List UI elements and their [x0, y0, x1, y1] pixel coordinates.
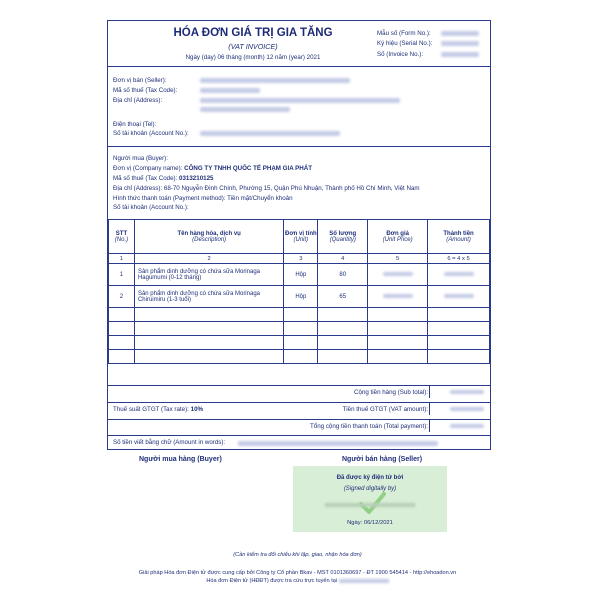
- buyer-payment-label: Hình thức thanh toán (Payment method):: [113, 195, 226, 202]
- items-table: [108, 219, 490, 364]
- vat-rate-value: 10%: [190, 406, 204, 413]
- row-amount: [428, 286, 490, 308]
- row-desc: Sản phẩm dinh dưỡng có chứa sữa Morinaga Chiruimiru (1-3 tuổi): [134, 286, 283, 308]
- col-header-price: [368, 220, 428, 254]
- col-header-sub: (Quantity): [329, 236, 356, 243]
- buyer-section: [108, 147, 490, 211]
- buyer-company-label: Đơn vị (Company name):: [113, 165, 183, 172]
- lookup-text: Hóa đơn Điện tử (HĐĐT) được tra cứu trực tuyến tại: [206, 578, 338, 584]
- digital-signature-stamp: [293, 466, 447, 532]
- col-header-sub: (Unit Price): [382, 236, 413, 243]
- col-header-qty: [318, 220, 368, 254]
- buyer-label: Người mua (Buyer):: [113, 155, 168, 162]
- col-number: 5: [368, 254, 428, 264]
- table-row: [109, 264, 490, 286]
- seller-account-label: Số tài khoản (Account No.):: [113, 130, 189, 137]
- lookup-note: [0, 578, 595, 584]
- seller-name-redacted: [200, 78, 350, 83]
- words-redacted: [238, 441, 438, 446]
- form-no-label: Mẫu số (Form No.):: [377, 29, 431, 37]
- serial-no-redacted: [441, 41, 479, 46]
- invoice-meta: [377, 28, 489, 60]
- signed-by: Đã được ký điện tử bởi: [336, 475, 404, 481]
- column-number-row: [109, 254, 490, 264]
- vat-rate: [113, 406, 203, 413]
- check-note: (Cần kiểm tra đối chiếu khi lập, giao, nhận hóa đơn): [233, 552, 362, 558]
- buyer-payment-value: Tiền mặt/Chuyển khoản: [227, 195, 293, 202]
- subtotal-value-box: [429, 385, 490, 398]
- price-redacted: [383, 294, 413, 298]
- row-unit: Hộp: [284, 286, 318, 308]
- buyer-address-value: 68-70 Nguyễn Đình Chính, Phường 15, Quận Phú Nhuận, Thành phố Hồ Chí Minh, Việt Nam: [163, 185, 420, 192]
- invoice-no-label: Số (Invoice No.):: [377, 50, 424, 58]
- col-header-desc: [134, 220, 283, 254]
- col-header-main: Đơn giá: [386, 230, 409, 237]
- signed-by-en: (Signed digitally by): [343, 486, 397, 492]
- vat-row: [108, 402, 490, 415]
- row-amount: [428, 264, 490, 286]
- seller-tax-redacted: [200, 88, 260, 93]
- seller-address-label: Địa chỉ (Address):: [113, 97, 163, 104]
- invoice-header: [108, 21, 490, 67]
- vat-amount-label: Tiền thuế GTGT (VAT amount):: [342, 406, 428, 413]
- seller-account-redacted: [200, 131, 340, 136]
- row-desc: Sản phẩm dinh dưỡng có chứa sữa Morinaga Hagumumi (0-12 tháng): [134, 264, 283, 286]
- col-header-main: STT: [115, 230, 128, 237]
- words-row: [108, 435, 490, 450]
- seller-address-redacted: [200, 98, 400, 103]
- provider-note: Giải pháp Hóa đơn Điện tử được cung cấp bởi Công ty Cổ phần Bkav - MST 0101360697 - ĐT 1900 545414 - http://ehoadon.vn: [138, 570, 457, 576]
- table-row-empty: [109, 322, 490, 336]
- form-no-redacted: [441, 31, 479, 36]
- lookup-url-redacted: [339, 579, 389, 583]
- subtotal-label: Cộng tiền hàng (Sub total):: [354, 389, 428, 396]
- buyer-address-label: Địa chỉ (Address):: [113, 185, 163, 192]
- row-no: 2: [109, 286, 135, 308]
- vat-amount-value-box: [429, 402, 490, 415]
- total-label: Tổng cộng tiền thanh toán (Total payment):: [310, 423, 428, 430]
- total-redacted: [450, 424, 484, 428]
- buyer-company-value: CÔNG TY TNHH QUỐC TẾ PHẠM GIA PHÁT: [184, 165, 313, 172]
- buyer-account-label: Số tài khoản (Account No.):: [113, 204, 189, 211]
- row-price: [368, 264, 428, 286]
- buyer-tax-label: Mã số thuế (Tax Code):: [113, 175, 178, 182]
- subtotal-redacted: [450, 390, 484, 394]
- buyer-address: [113, 185, 420, 192]
- row-unit: Hộp: [284, 264, 318, 286]
- table-header-row: [109, 220, 490, 254]
- buyer-signature-label: Người mua hàng (Buyer): [139, 456, 222, 463]
- seller-signature-label: Người bán hàng (Seller): [342, 456, 423, 463]
- buyer-payment: [113, 195, 293, 202]
- row-price: [368, 286, 428, 308]
- col-header-main: Số lượng: [329, 230, 357, 237]
- seller-phone-label: Điện thoại (Tel):: [113, 121, 157, 128]
- buyer-tax-value: 0313210125: [179, 175, 214, 182]
- invoice-sheet: [107, 20, 491, 450]
- col-header-sub: (Description): [192, 236, 227, 243]
- amount-redacted: [444, 272, 474, 276]
- col-header-sub: (No.): [114, 236, 129, 243]
- col-header-amount: [428, 220, 490, 254]
- col-header-main: Đơn vị tính: [285, 230, 317, 237]
- seller-address-redacted-2: [200, 107, 290, 112]
- words-label: Số tiền viết bằng chữ (Amount in words):: [113, 439, 226, 446]
- invoice-subtitle: (VAT INVOICE): [228, 42, 278, 51]
- row-qty: 80: [318, 264, 368, 286]
- invoice-no-redacted: [441, 52, 479, 57]
- invoice-date: Ngày (day) 06 tháng (month) 12 năm (year) 2021: [185, 54, 321, 61]
- col-header-unit: [284, 220, 318, 254]
- col-header-sub: (Unit): [293, 236, 309, 243]
- col-number: 6 = 4 x 5: [428, 254, 490, 264]
- amount-redacted: [444, 294, 474, 298]
- invoice-title: HÓA ĐƠN GIÁ TRỊ GIA TĂNG: [173, 27, 333, 39]
- total-row: [108, 419, 490, 432]
- table-row-empty: [109, 350, 490, 364]
- table-row: [109, 286, 490, 308]
- seller-name-label: Đơn vị bán (Seller):: [113, 77, 167, 84]
- col-header-sub: (Amount): [446, 236, 471, 243]
- signature-section: [107, 452, 491, 542]
- seller-tax-label: Mã số thuế (Tax Code):: [113, 87, 178, 94]
- row-qty: 65: [318, 286, 368, 308]
- col-number: 1: [109, 254, 135, 264]
- subtotal-row: [108, 385, 490, 398]
- vat-rate-label: Thuế suất GTGT (Tax rate):: [113, 406, 189, 413]
- total-value-box: [429, 419, 490, 432]
- price-redacted: [383, 272, 413, 276]
- table-row-empty: [109, 336, 490, 350]
- col-number: 3: [284, 254, 318, 264]
- col-number: 4: [318, 254, 368, 264]
- row-no: 1: [109, 264, 135, 286]
- col-header-main: Thành tiền: [443, 230, 474, 237]
- signer-redacted: [325, 503, 415, 507]
- serial-no-label: Ký hiệu (Serial No.):: [377, 40, 433, 48]
- col-header-no: [109, 220, 135, 254]
- buyer-tax: [113, 175, 213, 182]
- vat-amount-redacted: [450, 407, 484, 411]
- table-row-empty: [109, 308, 490, 322]
- buyer-company: [113, 165, 312, 172]
- col-header-main: Tên hàng hóa, dịch vụ: [177, 230, 241, 237]
- sign-date: Ngày: 06/12/2021: [347, 520, 393, 526]
- seller-section: [108, 67, 490, 147]
- col-number: 2: [134, 254, 283, 264]
